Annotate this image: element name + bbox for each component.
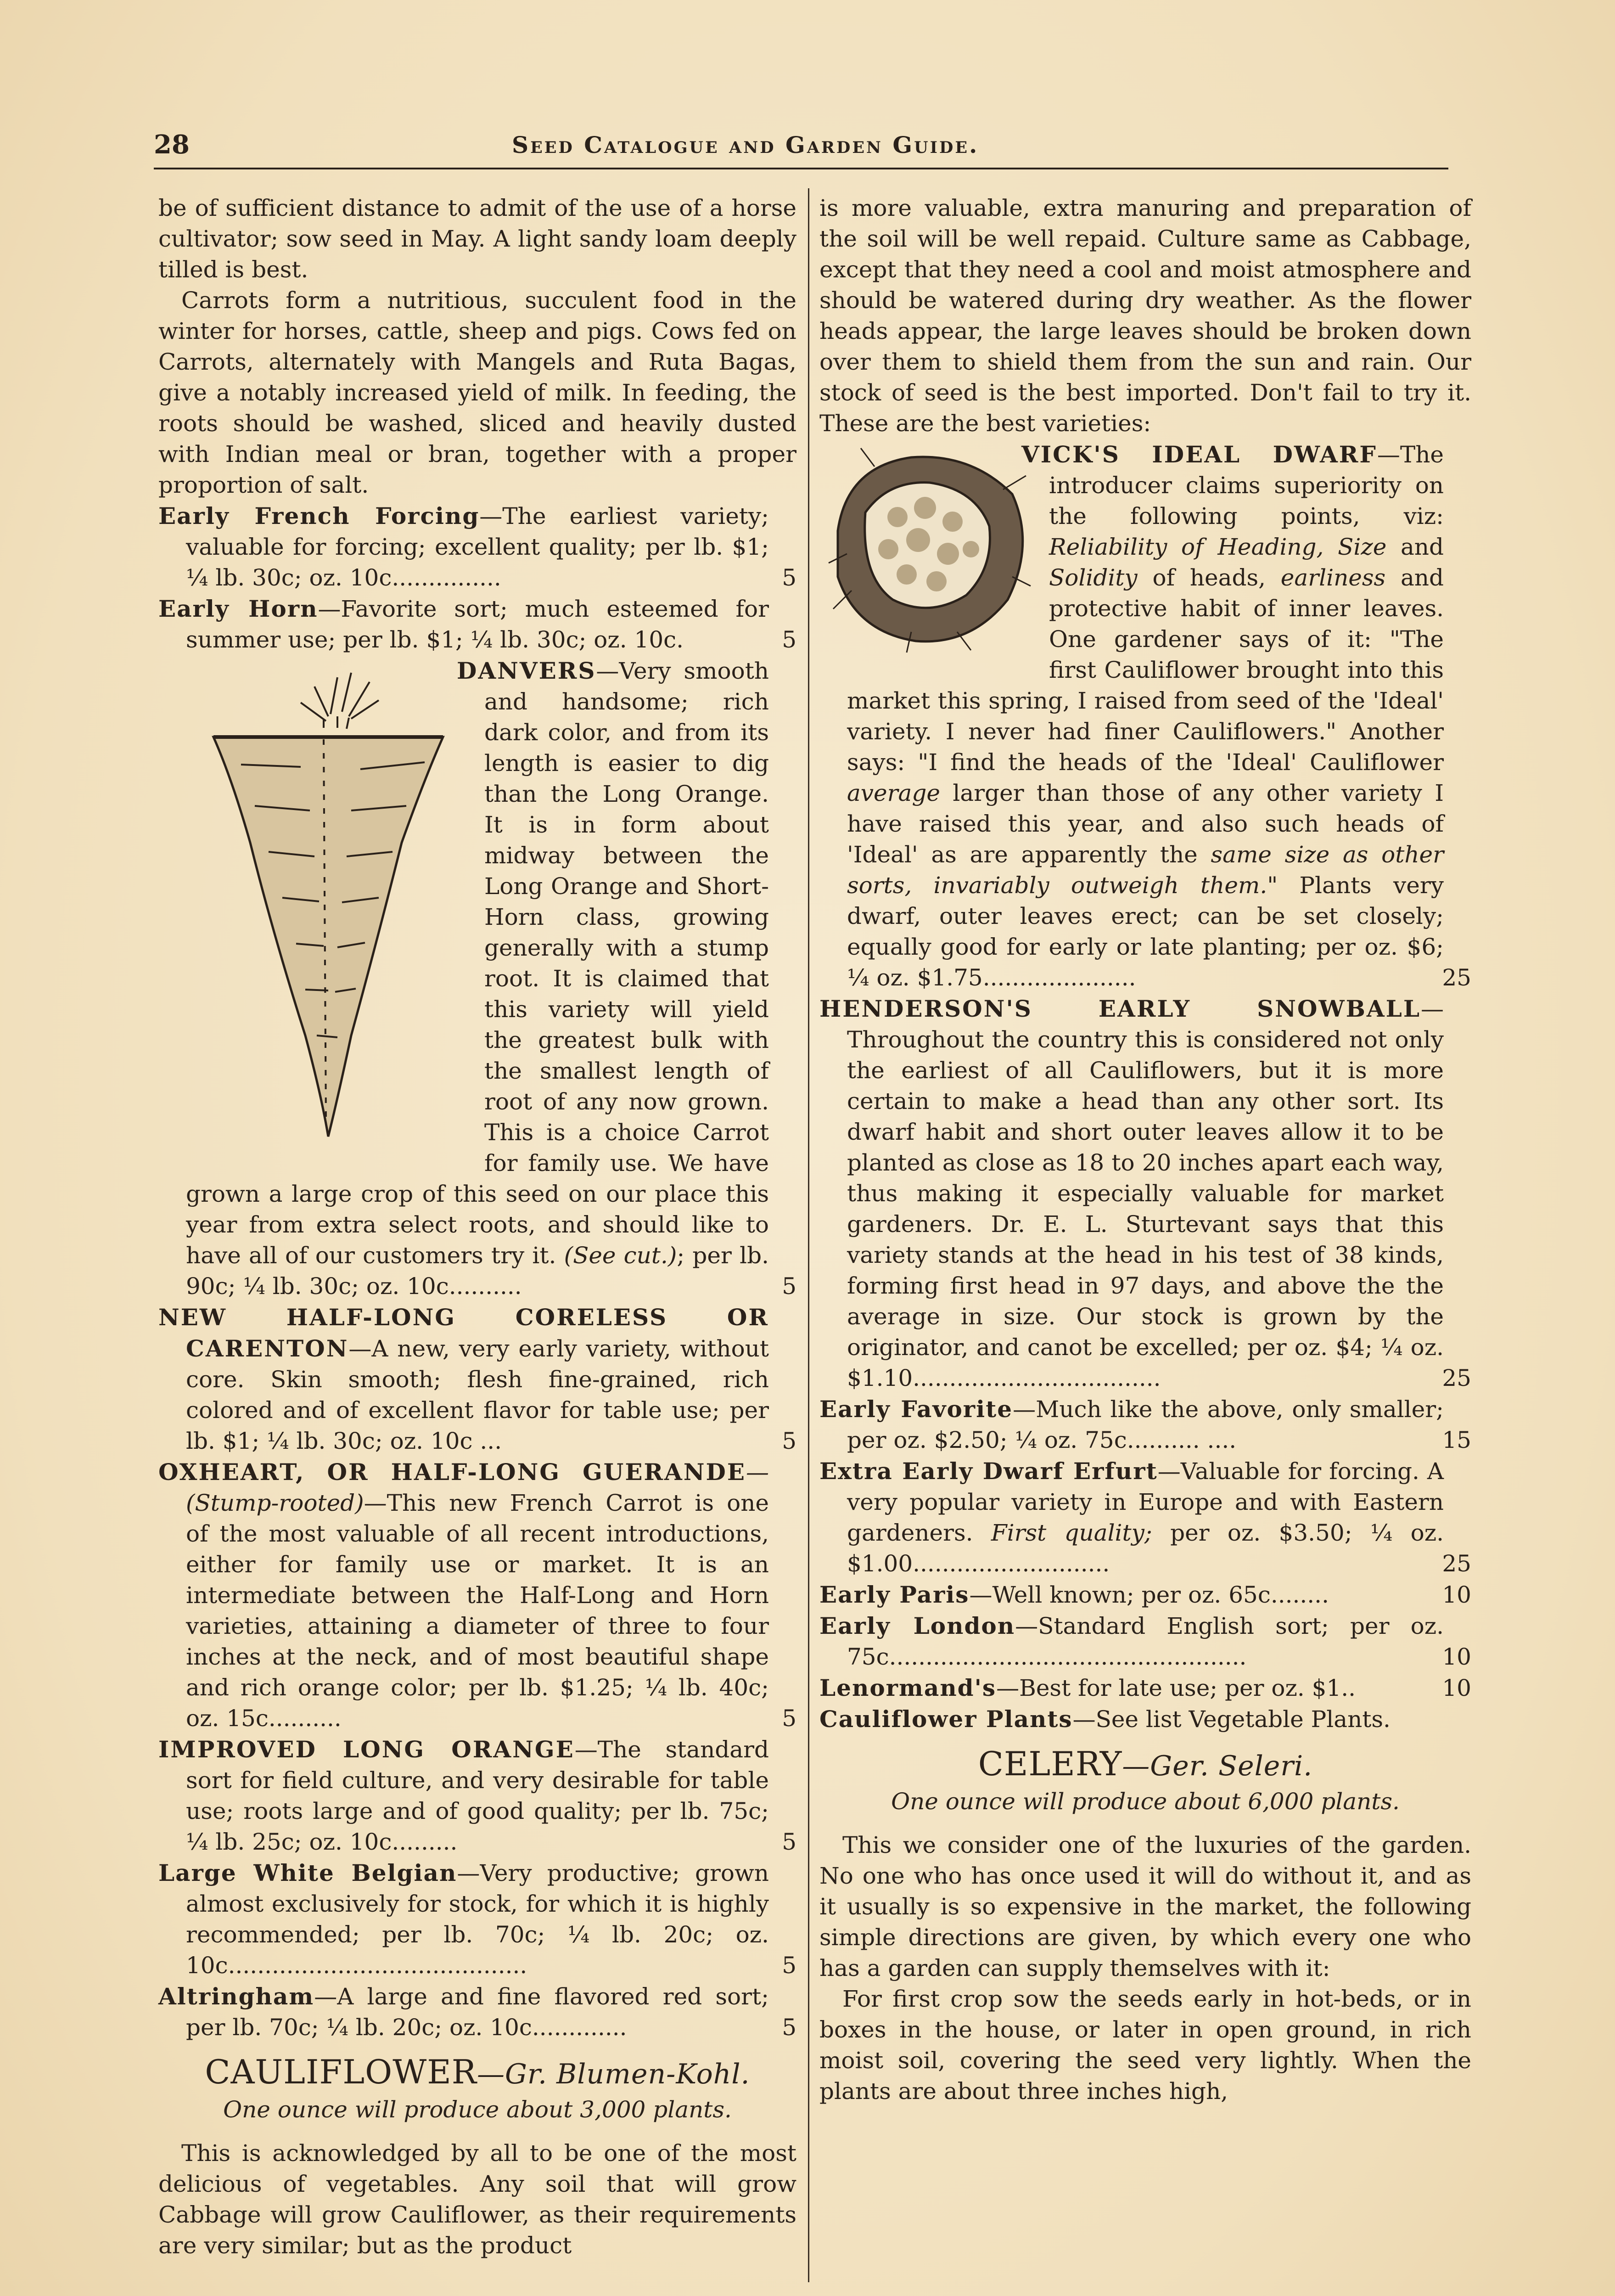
variety-price: 10 (1442, 1675, 1471, 1701)
hendersons-entry (819, 993, 1471, 1394)
header-rule (154, 168, 1448, 169)
running-title: Seed Catalogue and Garden Guide. (512, 131, 979, 158)
right-column (819, 193, 1471, 2107)
variety-price: 25 (1442, 1550, 1471, 1577)
variety-description: larger than those of any other variety I have raised this year, and also such heads of 'Ideal' as are apparently the (847, 780, 1444, 868)
emphasis: earliness (1280, 564, 1386, 591)
variety-description: —Best for late use; per oz. $1.. (996, 1675, 1356, 1701)
variety-price: 5 (782, 1829, 796, 1855)
section-heading-cauliflower (158, 2053, 796, 2091)
variety-entry (158, 1734, 796, 1857)
variety-price: 15 (1442, 1427, 1471, 1453)
carrot-intro-continued: be of sufficient distance to admit of the use of a horse cultivator; sow seed in May. A light sandy loam deeply tilled is best. (158, 195, 796, 283)
variety-description: —Very smooth and handsome; rich dark color, and from its length is easier to dig than the Long Orange. It is in form about midway between the Long Orange and Short-Horn class, growing generally with a stump root. It is claimed that this variety will yield the greatest bulk with the smallest length of root of any now grown. This is a choice Carrot for family use. We have grown a large crop of this seed on our place this year from extra select roots, and should like to have all of our customers try it. (186, 658, 769, 1269)
celery-intro: This we consider one of the luxuries of the garden. No one who has once used it will do without it, and as it usually is so expensive in the market, the following simple directions are given, by which every one who has a garden can supply themselves with it: (819, 1832, 1471, 1981)
variety-price: 10 (1442, 1643, 1471, 1670)
variety-entry (158, 1457, 796, 1734)
cauliflower-intro: This is acknowledged by all to be one of the most delicious of vegetables. Any soil that will grow Cabbage will grow Cauliflower, as their requirements are very similar; but as the product (158, 2140, 796, 2259)
variety-description: and protective habit of inner leaves. One gardener says of it: "The first Cauliflower brought into this market this spring, I raised from seed of the 'Ideal' variety. I never had finer Cauliflowers." Another says: "I find the heads of the 'Ideal' Cauliflower (847, 564, 1444, 776)
variety-description: —See list Vegetable Plants. (1072, 1706, 1391, 1733)
variety-price: 5 (782, 1428, 796, 1454)
variety-price: 10 (1442, 1581, 1471, 1608)
variety-description: —Favorite sort; much esteemed for summer use; per lb. $1; ¼ lb. 30c; oz. 10c. (186, 596, 769, 653)
variety-name: Early London (819, 1612, 1015, 1639)
variety-name: Early French Forcing (158, 502, 480, 529)
variety-price: 5 (782, 626, 796, 653)
section-subtitle: One ounce will produce about 6,000 plants. (891, 1788, 1400, 1815)
variety-name: HENDERSON'S EARLY SNOWBALL (819, 995, 1421, 1022)
variety-description: —Very productive; grown almost exclusively for stock, for which it is highly recommended; per lb. 70c; ¼ lb. 20c; oz. 10c......................................... (186, 1860, 769, 1979)
variety-entry (158, 1857, 796, 1981)
carrot-illustration (186, 659, 471, 1155)
variety-entry (158, 501, 796, 593)
variety-name: NEW HALF-LONG CORELESS OR CARENTON (158, 1304, 769, 1362)
variety-description: —Valuable for forcing. A very popular variety in Europe and with Eastern gardeners. (847, 1458, 1444, 1546)
variety-entry (819, 1394, 1471, 1456)
variety-name: Large White Belgian (158, 1859, 457, 1886)
page-header (154, 124, 1448, 161)
vicks-entry (819, 439, 1471, 993)
variety-description: —A large and fine flavored red sort; per lb. 70c; ¼ lb. 20c; oz. 10c............. (186, 1983, 769, 2041)
variety-description: —The introducer claims superiority on the following points, viz: (1049, 441, 1444, 529)
page-number: 28 (154, 129, 190, 160)
see-cut-note: (See cut.) (564, 1242, 677, 1269)
variety-price: 25 (1442, 964, 1471, 991)
variety-price: 5 (782, 1705, 796, 1732)
variety-description: —Throughout the country this is considered not only the earliest of all Cauliflowers, but it is more certain to make a head than any other sort. Its dwarf habit and short outer leaves allow it to be planted as close as 18 to 20 inches apart each way, thus making it especially valuable for market gardeners. Dr. E. L. Sturtevant says that this variety stands at the head in his test of 38 kinds, forming first head in 97 days, and above the the average in size. Our stock is grown by the originator, and canot be excelled; per oz. $4; ¼ oz. $1.10.................................. (847, 996, 1444, 1391)
left-column (158, 193, 796, 2261)
variety-qualifier: —(Stump-rooted) (186, 1459, 769, 1516)
variety-price: 5 (782, 2014, 796, 2041)
cauliflower-illustration (819, 439, 1035, 655)
column-divider (808, 188, 809, 2282)
variety-price: 5 (782, 1273, 796, 1300)
emphasis: Reliability of Heading, Size (1049, 534, 1387, 560)
variety-name: Lenormand's (819, 1674, 997, 1701)
variety-description: —Standard English sort; per oz. 75c................................................. (847, 1613, 1444, 1670)
carrot-feeding-paragraph: Carrots form a nutritious, succulent food in the winter for horses, cattle, sheep and pigs. Cows fed on Carrots, alternately with Mangels and Ruta Bagas, give a notably increased yield of milk. In feeding, the roots should be washed, sliced and heavily dusted with Indian meal or bran, together with a proper proportion of salt. (158, 287, 796, 498)
variety-name: OXHEART, OR HALF-LONG GUERANDE (158, 1458, 746, 1486)
section-title: CAULIFLOWER (205, 2053, 477, 2091)
section-subtitle: One ounce will produce about 3,000 plants. (223, 2096, 732, 2123)
variety-name: DANVERS (457, 657, 596, 684)
variety-entry (819, 1672, 1471, 1704)
variety-name: Early Paris (819, 1581, 970, 1608)
danvers-entry (158, 655, 796, 1302)
variety-entry (819, 1456, 1471, 1579)
section-german-name: —Gr. Blumen-Kohl. (477, 2058, 750, 2090)
emphasis: same size as other sorts, invariably outweigh them." (847, 841, 1444, 899)
variety-entry (819, 1610, 1471, 1672)
variety-name: Cauliflower Plants (819, 1705, 1073, 1733)
emphasis: First quality; (991, 1519, 1152, 1546)
variety-description: —The earliest variety; valuable for forcing; excellent quality; per lb. $1; ¼ lb. 30c; oz. 10c............... (186, 503, 769, 591)
emphasis: average (847, 780, 940, 806)
variety-name: Altringham (158, 1983, 314, 2010)
variety-entry (819, 1704, 1471, 1735)
variety-description: and (1386, 534, 1444, 560)
variety-description: —This new French Carrot is one of the most valuable of all recent introductions, either for family use or market. It is an intermediate between the Half-Long and Horn varieties, attaining a diameter of three to four inches at the neck, and of most beautiful shape and rich orange color; per lb. $1.25; ¼ lb. 40c; oz. 15c.......... (186, 1490, 769, 1732)
variety-name: VICK'S IDEAL DWARF (1021, 441, 1377, 468)
variety-price: 25 (1442, 1365, 1471, 1391)
variety-description: —A new, very early variety, without core. Skin smooth; flesh fine-grained, rich colored and of excellent flavor for table use; per lb. $1; ¼ lb. 30c; oz. 10c ... (186, 1335, 769, 1454)
variety-name: Extra Early Dwarf Erfurt (819, 1458, 1158, 1485)
section-heading-celery (819, 1745, 1471, 1783)
variety-price: 5 (782, 1952, 796, 1979)
section-title: CELERY (978, 1745, 1122, 1783)
variety-description: per oz. $3.50; ¼ oz. $1.00........................... (847, 1519, 1444, 1577)
celery-culture: For first crop sow the seeds early in hot-beds, or in boxes in the house, or later in open ground, in rich moist soil, covering the seed very lightly. When the plants are about three inches high, (819, 1986, 1471, 2105)
variety-entry (158, 1981, 796, 2043)
variety-price: 5 (782, 564, 796, 591)
variety-price-text: ; per lb. 90c; ¼ lb. 30c; oz. 10c.......... (186, 1242, 769, 1300)
variety-name: Early Favorite (819, 1396, 1013, 1423)
section-german-name: —Ger. Seleri. (1122, 1750, 1313, 1782)
cauliflower-intro-continued: is more valuable, extra manuring and preparation of the soil will be well repaid. Culture same as Cabbage, except that they need a cool and moist atmosphere and should be watered during dry weather. As the flower heads appear, the large leaves should be broken down over them to shield them from the sun and rain. Our stock of seed is the best imported. Don't fail to try it. These are the best varieties: (819, 195, 1471, 437)
variety-entry (158, 593, 796, 655)
emphasis: Solidity (1049, 564, 1138, 591)
variety-description: Plants very dwarf, outer leaves erect; can be set closely; equally good for early or late planting; per oz. $6; ¼ oz. $1.75..................... (847, 872, 1444, 991)
variety-name: IMPROVED LONG ORANGE (158, 1736, 575, 1763)
variety-entry (158, 1302, 796, 1457)
variety-description: —The standard sort for field culture, and very desirable for table use; roots large and of good quality; per lb. 75c; ¼ lb. 25c; oz. 10c......... (186, 1736, 769, 1855)
variety-entry (819, 1579, 1471, 1610)
variety-name: Early Horn (158, 595, 318, 622)
variety-description: —Well known; per oz. 65c........ (969, 1581, 1329, 1608)
variety-description: of heads, (1137, 564, 1281, 591)
variety-description: —Much like the above, only smaller; per oz. $2.50; ¼ oz. 75c.......... .... (847, 1396, 1444, 1453)
